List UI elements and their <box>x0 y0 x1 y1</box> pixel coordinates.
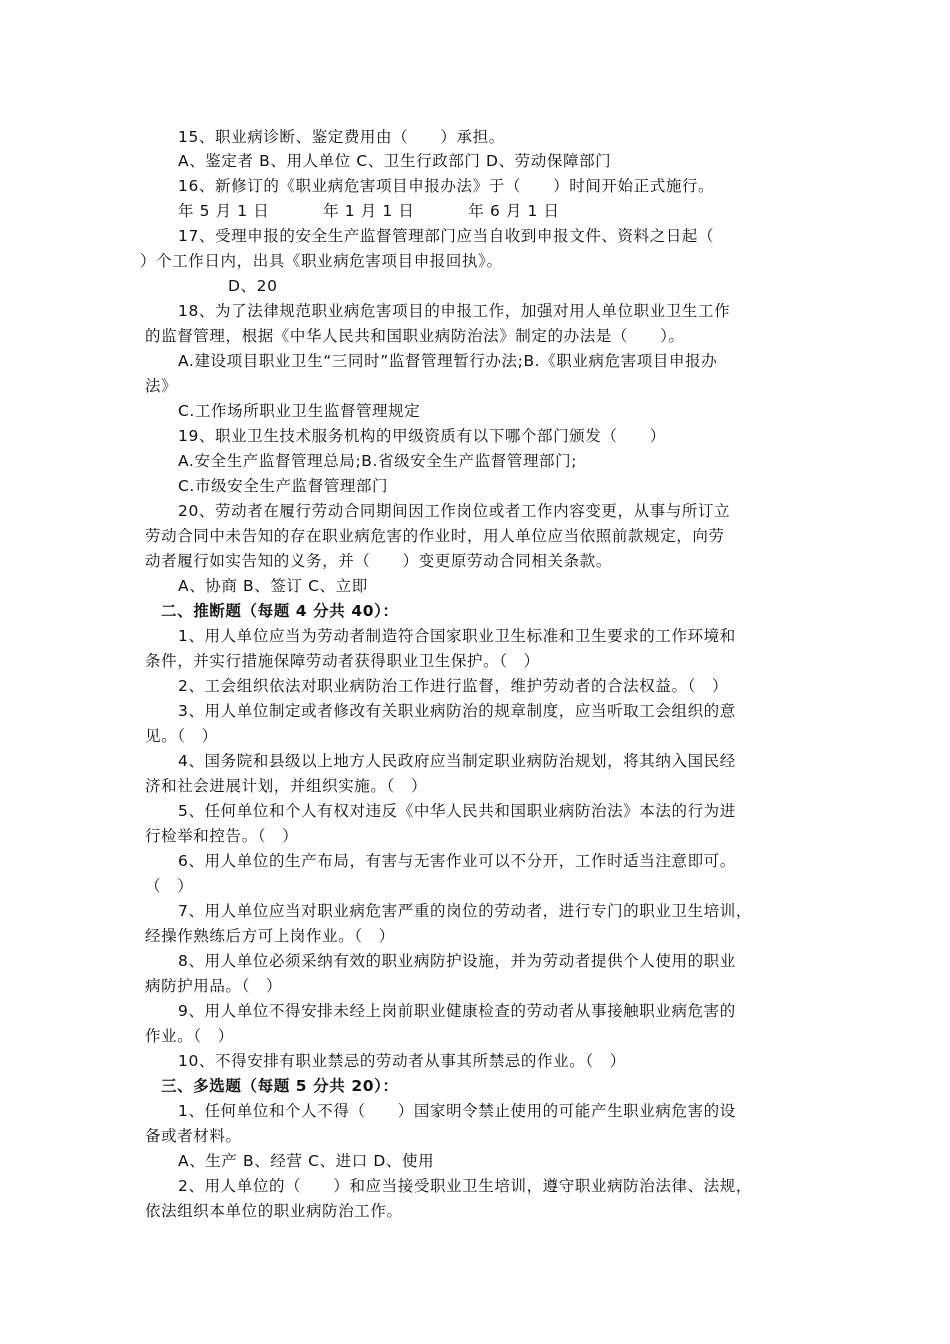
section-heading-multichoice: 三、多选题（每题 5 分共 20）： <box>161 1077 399 1095</box>
q17-stem-line1: 17、受理申报的安全生产监督管理部门应当自收到申报文件、资料之日起（ <box>178 227 715 245</box>
j2-line1: 2、工会组织依法对职业病防治工作进行监督，维护劳动者的合法权益。（ ） <box>178 677 729 695</box>
q18-stem-line1: 18、为了法律规范职业病危害项目的申报工作，加强对用人单位职业卫生工作 <box>178 302 731 320</box>
j5-line1: 5、任何单位和个人有权对违反《中华人民共和国职业病防治法》本法的行为进 <box>178 802 736 820</box>
j6-line2: （ ） <box>145 877 194 895</box>
q17-stem-line2: ）个工作日内，出具《职业病危害项目申报回执》。 <box>140 252 503 270</box>
q15-stem: 15、职业病诊断、鉴定费用由（ ）承担。 <box>178 128 505 146</box>
m1-stem-line2: 备或者材料。 <box>145 1127 242 1145</box>
q18-option-ab-cont: 法》 <box>145 377 178 395</box>
section-heading-judgment: 二、推断题（每题 4 分共 40）： <box>161 602 399 620</box>
q19-option-ab: A.安全生产监督管理总局;B.省级安全生产监督管理部门; <box>178 452 578 470</box>
m1-options: A、生产 B、经营 C、进口 D、使用 <box>178 1152 435 1170</box>
q20-options: A、协商 B、签订 C、立即 <box>178 577 368 595</box>
j7-line1: 7、用人单位应当对职业病危害严重的岗位的劳动者，进行专门的职业卫生培训， <box>178 902 752 920</box>
q18-option-ab: A.建设项目职业卫生“三同时”监督管理暂行办法;B.《职业病危害项目申报办 <box>178 352 718 370</box>
q16-options: 年 5 月 1 日 年 1 月 1 日 年 6 月 1 日 <box>178 202 560 220</box>
j5-line2: 行检举和控告。（ ） <box>145 827 299 845</box>
q19-option-c: C.市级安全生产监督管理部门 <box>178 477 389 495</box>
j9-line2: 作业。（ ） <box>145 1027 234 1045</box>
m2-stem-line1: 2、用人单位的（ ）和应当接受职业卫生培训，遵守职业病防治法律、法规， <box>178 1177 752 1195</box>
j1-line2: 条件，并实行措施保障劳动者获得职业卫生保护。（ ） <box>145 652 540 670</box>
q15-options: A、鉴定者 B、用人单位 C、卫生行政部门 D、劳动保障部门 <box>178 152 612 170</box>
q18-option-c: C.工作场所职业卫生监督管理规定 <box>178 402 421 420</box>
j6-line1: 6、用人单位的生产布局，有害与无害作业可以不分开，工作时适当注意即可。 <box>178 852 736 870</box>
m1-stem-line1: 1、任何单位和个人不得（ ）国家明令禁止使用的可能产生职业病危害的设 <box>178 1102 736 1120</box>
j10-line1: 10、不得安排有职业禁忌的劳动者从事其所禁忌的作业。（ ） <box>178 1052 626 1070</box>
m2-stem-line2: 依法组织本单位的职业病防治工作。 <box>145 1202 403 1220</box>
q20-stem-line3: 动者履行如实告知的义务，并（ ）变更原劳动合同相关条款。 <box>145 552 612 570</box>
q20-stem-line1: 20、劳动者在履行劳动合同期间因工作岗位或者工作内容变更，从事与所订立 <box>178 502 731 520</box>
j3-line1: 3、用人单位制定或者修改有关职业病防治的规章制度，应当听取工会组织的意 <box>178 702 736 720</box>
j7-line2: 经操作熟练后方可上岗作业。（ ） <box>145 927 395 945</box>
q18-stem-line2: 的监督管理，根据《中华人民共和国职业病防治法》制定的办法是（ ）。 <box>145 327 685 345</box>
j1-line1: 1、用人单位应当为劳动者制造符合国家职业卫生标准和卫生要求的工作环境和 <box>178 627 736 645</box>
j9-line1: 9、用人单位不得安排未经上岗前职业健康检查的劳动者从事接触职业病危害的 <box>178 1002 736 1020</box>
j8-line1: 8、用人单位必须采纳有效的职业病防护设施，并为劳动者提供个人使用的职业 <box>178 952 736 970</box>
j3-line2: 见。（ ） <box>145 727 218 745</box>
q17-options: D、20 <box>228 277 278 295</box>
j8-line2: 病防护用品。（ ） <box>145 977 283 995</box>
q20-stem-line2: 劳动合同中未告知的存在职业病危害的作业时，用人单位应当依照前款规定，向劳 <box>145 527 725 545</box>
j4-line2: 济和社会进展计划，并组织实施。（ ） <box>145 777 428 795</box>
q19-stem: 19、职业卫生技术服务机构的甲级资质有以下哪个部门颁发（ ） <box>178 427 666 445</box>
q16-stem: 16、新修订的《职业病危害项目申报办法》于（ ）时间开始正式施行。 <box>178 177 715 195</box>
j4-line1: 4、国务院和县级以上地方人民政府应当制定职业病防治规划，将其纳入国民经 <box>178 752 736 770</box>
